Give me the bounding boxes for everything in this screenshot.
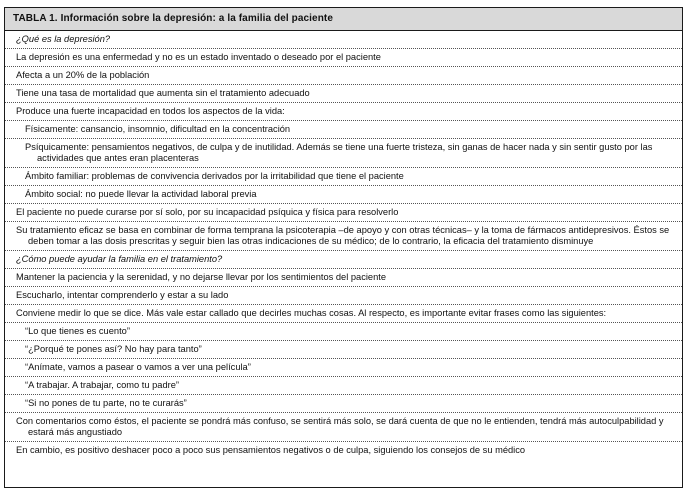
info-table xyxy=(4,7,683,488)
table-row: En cambio, es positivo deshacer poco a poco sus pensamientos negativos o de culpa, siguiendo los consejos de su médico xyxy=(16,445,526,455)
table-row: Escucharlo, intentar comprenderlo y estar a su lado xyxy=(5,287,682,305)
section-heading-what-is: ¿Qué es la depresión? xyxy=(5,31,682,49)
table-subrow: Físicamente: cansancio, insomnio, dificultad en la concentración xyxy=(5,121,682,139)
quote-row: “A trabajar. A trabajar, como tu padre” xyxy=(5,377,682,395)
quote-row: “Anímate, vamos a pasear o vamos a ver una película” xyxy=(5,359,682,377)
table-row: Produce una fuerte incapacidad en todos los aspectos de la vida: xyxy=(5,103,682,121)
quote-row: “Si no pones de tu parte, no te curarás” xyxy=(5,395,682,413)
table-subrow: Ámbito familiar: problemas de convivencia derivados por la irritabilidad que tiene el paciente xyxy=(5,168,682,186)
table-row: Conviene medir lo que se dice. Más vale estar callado que decirles muchas cosas. Al respecto, es importante evitar frases como las siguientes: xyxy=(5,305,682,323)
table-subrow: Ámbito social: no puede llevar la actividad laboral previa xyxy=(5,186,682,204)
quote-row: “Lo que tienes es cuento” xyxy=(5,323,682,341)
table-row: Afecta a un 20% de la población xyxy=(5,67,682,85)
section-heading-family-help: ¿Cómo puede ayudar la familia en el tratamiento? xyxy=(5,251,682,269)
table-row: Su tratamiento eficaz se basa en combinar de forma temprana la psicoterapia –de apoyo y con otras técnicas– y la toma de fármacos antidepresivos. Éstos se deben tomar a las dosis prescritas y seguir bien las otras indicaciones de su médico; de lo contrario, la eficacia del tratamiento disminuye xyxy=(5,222,682,251)
quote-row: “¿Porqué te pones así? No hay para tanto” xyxy=(5,341,682,359)
table-title: TABLA 1. Información sobre la depresión: a la familia del paciente xyxy=(5,8,682,31)
table-row: Con comentarios como éstos, el paciente se pondrá más confuso, se sentirá más solo, se dará cuenta de que no le entienden, tendrá más autoculpabilidad y estará más angustiado xyxy=(5,413,682,442)
table-row: La depresión es una enfermedad y no es un estado inventado o deseado por el paciente xyxy=(5,49,682,67)
table-row: Mantener la paciencia y la serenidad, y no dejarse llevar por los sentimientos del paciente xyxy=(5,269,682,287)
table-row: El paciente no puede curarse por sí solo, por su incapacidad psíquica y física para resolverlo xyxy=(5,204,682,222)
table-row: Tiene una tasa de mortalidad que aumenta sin el tratamiento adecuado xyxy=(5,85,682,103)
table-subrow: Psíquicamente: pensamientos negativos, de culpa y de inutilidad. Además se tiene una fuerte tristeza, sin ganas de hacer nada y sin sentir gusto por las actividades que antes eran placenteras xyxy=(5,139,682,168)
